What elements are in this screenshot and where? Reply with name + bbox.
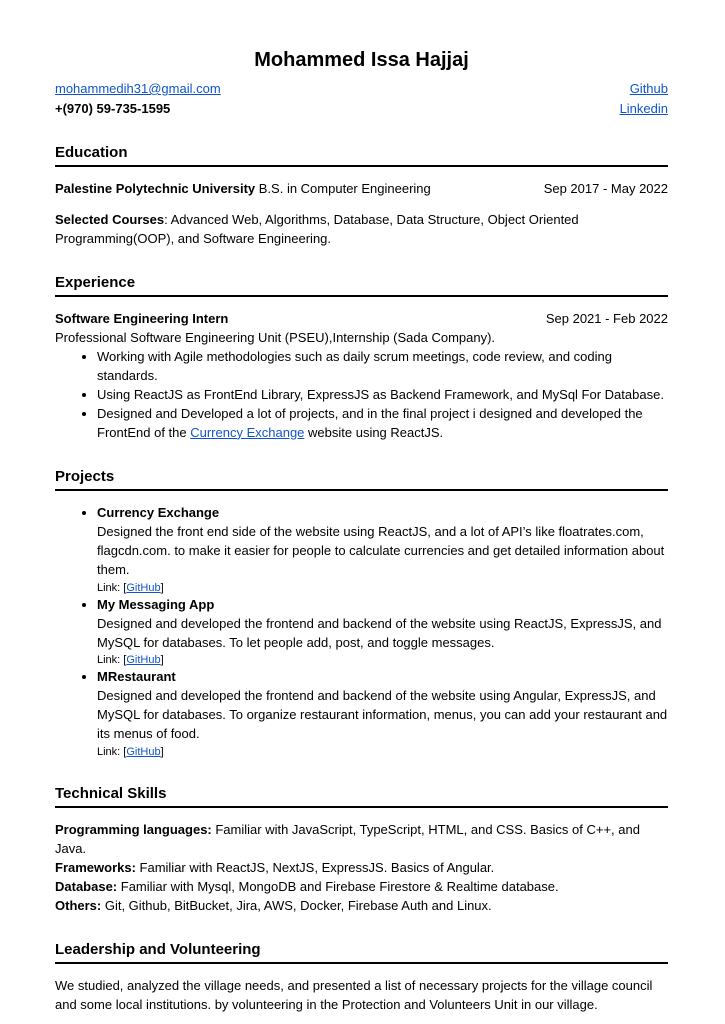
skill-label: Frameworks: — [55, 860, 136, 876]
phone-number: +(970) 59-735-1595 — [55, 101, 171, 116]
skill-row — [55, 821, 668, 859]
project-name: • MRestaurant — [97, 669, 176, 685]
project-item — [97, 668, 668, 760]
skill-label: Others: — [55, 898, 102, 914]
skill-row — [55, 859, 668, 878]
bullet-text: Using ReactJS as FrontEnd Library, ExpressJS as Backend Framework, and MySql For Database. — [97, 386, 664, 402]
project-github-link[interactable]: GitHub — [126, 654, 161, 667]
link-suffix: ] — [160, 654, 164, 667]
project-item — [97, 504, 668, 596]
linkedin-link[interactable]: Linkedin — [619, 101, 668, 116]
experience-bullet-item — [97, 405, 668, 443]
resume-name: Mohammed Issa Hajjaj — [254, 49, 469, 71]
courses-text: : Advanced Web, Algorithms, Database, Data Structure, Object Oriented Programming(OOP), and Software Engineering. — [55, 211, 579, 246]
skill-row — [55, 878, 668, 897]
projects-body — [55, 504, 668, 761]
project-item — [97, 596, 668, 669]
resume-header — [55, 48, 668, 119]
github-link[interactable]: Github — [629, 81, 668, 96]
skill-row — [55, 897, 668, 916]
experience-entry-row — [55, 310, 668, 329]
job-title: Software Engineering Intern — [55, 310, 229, 326]
project-name: • Currency Exchange — [97, 504, 220, 520]
email-link[interactable]: mohammedih31@gmail.com — [55, 81, 221, 96]
link-suffix: ] — [160, 746, 164, 759]
education-heading: Education — [55, 144, 128, 161]
project-name: • My Messaging App — [97, 596, 215, 612]
technical-skills-body — [55, 821, 668, 916]
link-prefix: Link: [ — [97, 581, 127, 594]
bullet-text: Working with Agile methodologies such as daily scrum meetings, code review, and coding standards. — [97, 348, 612, 383]
experience-dates: Sep 2021 - Feb 2022 — [545, 310, 668, 326]
projects-section — [55, 468, 668, 761]
experience-bullet-item — [97, 348, 668, 386]
leadership-section — [55, 941, 668, 1015]
link-suffix: ] — [160, 581, 164, 594]
project-description: Designed and developed the frontend and backend of the website using Angular, ExpressJS, and MySQL for databases. To organize restaurant information, menus, you can add your restaurant and its menus of food. — [97, 688, 668, 742]
experience-heading-underline — [55, 274, 668, 297]
education-heading-underline — [55, 144, 668, 167]
projects-heading: Projects — [55, 467, 115, 485]
project-link-line — [97, 744, 668, 760]
skill-text: Familiar with JavaScript, TypeScript, HTML, and CSS. Basics of C++, and Java. — [55, 822, 640, 857]
employer-line: Professional Software Engineering Unit (PSEU),Internship (Sada Company). — [55, 329, 496, 345]
experience-body — [55, 310, 668, 443]
education-body — [55, 180, 668, 249]
contact-row-1 — [55, 79, 668, 99]
skill-text: Git, Github, BitBucket, Jira, AWS, Docker, Firebase Auth and Linux. — [101, 898, 492, 914]
bullet-text: Designed and Developed a lot of projects, and in the final project i designed and developed the FrontEnd of the — [97, 405, 643, 440]
leadership-heading-underline — [55, 941, 668, 964]
technical-skills-heading-underline — [55, 785, 668, 808]
experience-bullet-list — [55, 348, 668, 443]
project-description: Designed the front end side of the website using ReactJS, and a lot of API’s like floatrates.com, flagcdn.com. to make it easier for people to calculate currencies and get detailed information about them. — [97, 523, 665, 577]
skill-text: Familiar with Mysql, MongoDB and Firebase Firestore & Realtime database. — [117, 879, 559, 895]
link-prefix: Link: [ — [97, 746, 127, 759]
leadership-body — [55, 977, 668, 1015]
project-github-link[interactable]: GitHub — [126, 581, 161, 594]
skill-label: Programming languages: — [55, 822, 212, 838]
leadership-paragraph: We studied, analyzed the village needs, and presented a list of necessary projects for the village council and some local institutions. by volunteering in the Protection and Volunteers Unit in our village. — [55, 978, 653, 1013]
project-github-link[interactable]: GitHub — [126, 746, 161, 759]
project-link-line — [97, 652, 668, 668]
projects-list — [55, 504, 668, 761]
education-dates: Sep 2017 - May 2022 — [543, 181, 668, 196]
technical-skills-heading: Technical Skills — [55, 785, 167, 803]
technical-skills-section — [55, 785, 668, 916]
education-section — [55, 144, 668, 249]
institution-name: Palestine Polytechnic University — [55, 181, 256, 196]
experience-heading: Experience — [55, 273, 136, 291]
education-entry-left — [55, 180, 431, 199]
project-link-line — [97, 580, 668, 596]
selected-courses-line — [55, 211, 668, 249]
spacer — [55, 199, 668, 211]
courses-label: Selected Courses — [55, 211, 165, 227]
leadership-heading: Leadership and Volunteering — [55, 941, 261, 959]
bullet-text: website using ReactJS. — [304, 424, 444, 440]
link-prefix: Link: [ — [97, 654, 127, 667]
currency-exchange-link[interactable]: Currency Exchange — [190, 424, 305, 440]
experience-section — [55, 274, 668, 443]
experience-bullet-item — [97, 386, 668, 405]
skill-label: Database: — [55, 879, 118, 895]
skill-text: Familiar with ReactJS, NextJS, ExpressJS. Basics of Angular. — [135, 860, 495, 876]
degree-text: B.S. in Computer Engineering — [258, 181, 431, 196]
education-entry-row — [55, 180, 668, 199]
project-description: Designed and developed the frontend and backend of the website using ReactJS, ExpressJS, and MySQL for databases. To let people add, post, and toggle messages. — [97, 615, 662, 650]
projects-heading-underline — [55, 468, 668, 491]
contact-row-2 — [55, 99, 668, 119]
